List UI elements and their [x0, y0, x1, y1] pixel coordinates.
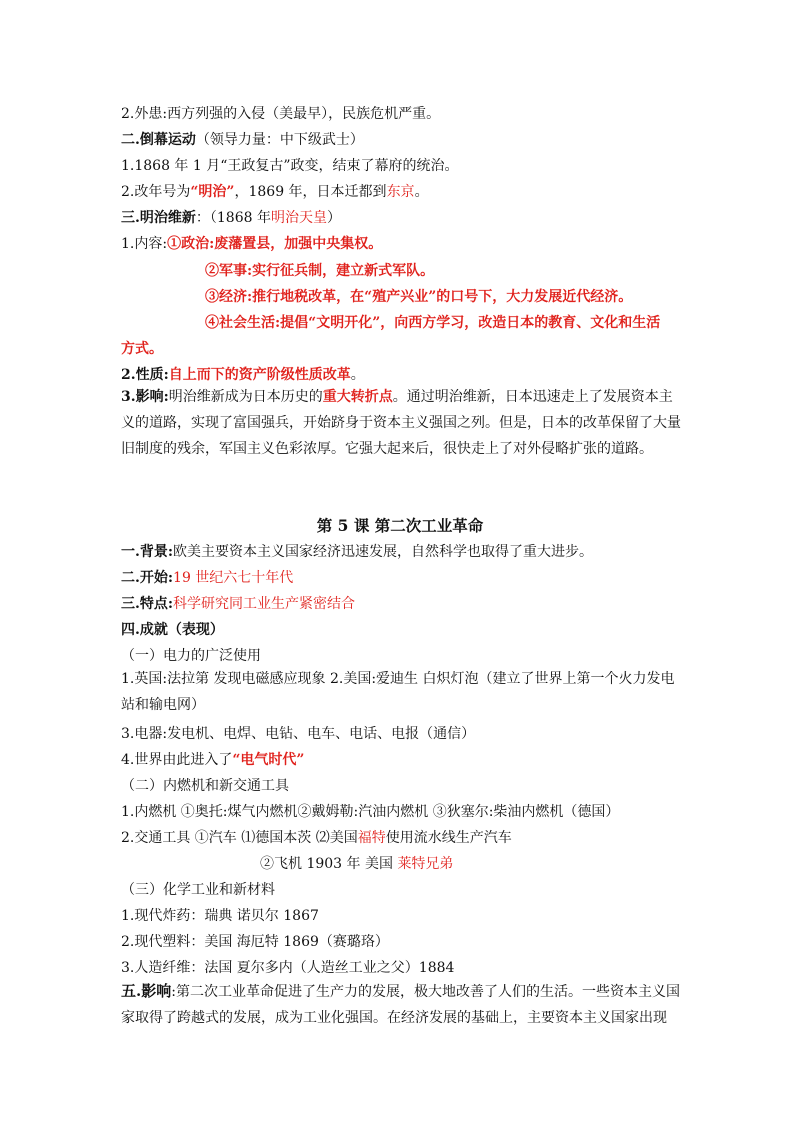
paragraph [121, 384, 681, 462]
section-heading [121, 130, 681, 150]
text: 欧美主要资本主义国家经济迅速发展，自然科学也取得了重大进步。 [173, 544, 594, 560]
heading-text: 三.明治维新 [121, 210, 196, 226]
highlight-text: 莱特兄弟 [397, 856, 454, 872]
text-line [121, 880, 681, 900]
text: 3.电器:发电机、电焊、电钻、电车、电话、电报（通信） [121, 726, 476, 742]
highlight-text: ②军事:实行征兵制，建立新式军队。 [205, 263, 435, 279]
highlight-text: 科学研究同工业生产紧密结合 [173, 596, 356, 612]
text: 。 [414, 184, 429, 200]
section-heading [121, 620, 681, 640]
text: 。通过明治维新，日本迅速走上了发展资本主义的道路，实现了富国强兵，开始跻身于资本主义强国之列。但是，日本的改革保留了大量旧制度的残余，军国主义色彩浓厚。它强大起来后，很快走上了对外侵略扩张的道路。 [121, 389, 681, 457]
text: ：（1868 年 [195, 210, 271, 226]
text-line [121, 156, 681, 176]
text: 2.交通工具 ①汽车 ⑴德国本茨 ⑵美国 [121, 830, 358, 846]
lesson-title [0, 516, 800, 536]
paragraph [121, 666, 681, 718]
text-line [121, 594, 681, 614]
text-line [121, 906, 681, 926]
text-line [121, 776, 681, 796]
text-line [121, 104, 681, 124]
text: 明治维新成为日本历史的 [168, 389, 323, 405]
text-line [121, 339, 681, 359]
label-text: 三.特点: [121, 596, 174, 612]
text-line [205, 261, 765, 281]
text: （领导力量：中下级武士） [195, 132, 364, 148]
label-text: 一.背景: [121, 544, 174, 560]
text: 使用流水线生产汽车 [385, 830, 512, 846]
text-line [121, 568, 681, 588]
heading-text: 四.成就（表现） [121, 622, 224, 638]
highlight-text: 自上而下的资产阶级性质改革 [168, 367, 351, 383]
text: 1.1868 年 1 月“王政复古”政变，结束了幕府的统治。 [121, 158, 459, 174]
text: （三）化学工业和新材料 [121, 882, 275, 898]
highlight-text: “电气时代” [232, 752, 305, 768]
text-line [205, 287, 765, 307]
text: :第二次工业革命促进了生产力的发展，极大地改善了人们的生活。一些资本主义国家取得了跨越式的发展，成为工业化强国。在经济发展的基础上，主要资本主义国家出现 [121, 984, 680, 1026]
text: 1.现代炸药：瑞典 诺贝尔 1867 [121, 908, 319, 924]
text: 2.改年号为 [121, 184, 191, 200]
text: ，1869 年，日本迁都到 [234, 184, 387, 200]
paragraph [121, 978, 681, 1031]
highlight-text: 东京 [386, 184, 415, 200]
section-heading [121, 208, 681, 228]
label-text: 3.影响: [121, 389, 169, 405]
text: 3.人造纤维：法国 夏尔多内（人造丝工业之父）1884 [121, 960, 455, 976]
highlight-text: 方式。 [121, 341, 163, 357]
text: ） [326, 210, 341, 226]
text: 2.现代塑料：美国 海厄特 1869（赛璐珞） [121, 934, 389, 950]
heading-text: 二.倒幕运动 [121, 132, 196, 148]
text: （二）内燃机和新交通工具 [121, 778, 289, 794]
text: 1.内容: [121, 236, 168, 252]
highlight-text: 重大转折点 [322, 389, 393, 405]
text-line [121, 234, 681, 254]
text-line [121, 932, 681, 952]
text: 1.内燃机 ①奥托:煤气内燃机②戴姆勒:汽油内燃机 ③狄塞尔:柴油内燃机（德国） [121, 804, 620, 820]
label-text: 五.影响 [121, 982, 172, 1000]
text-line [121, 365, 681, 385]
highlight-text: 明治天皇 [270, 210, 327, 226]
highlight-text: 19 世纪六七十年代 [173, 570, 294, 586]
text-line [121, 828, 681, 848]
text: 。 [350, 367, 365, 383]
text-line [205, 313, 685, 333]
text-line [121, 802, 681, 822]
text: （一）电力的广泛使用 [121, 648, 261, 664]
text: 4.世界由此进入了 [121, 752, 233, 768]
text-line [121, 958, 681, 978]
text-line [121, 724, 681, 744]
text-line [121, 750, 681, 770]
text: 1.英国:法拉第 发现电磁感应现象 2.美国:爱迪生 白炽灯泡（建立了世界上第一个火力发电站和输电网） [121, 671, 675, 713]
highlight-text: “明治” [190, 184, 235, 200]
text-line [121, 182, 681, 202]
label-text: 2.性质: [121, 367, 169, 383]
text-line [121, 646, 681, 666]
text-line [260, 854, 800, 874]
title-text: 第 5 课 第二次工业革命 [316, 516, 484, 535]
highlight-text: 福特 [357, 830, 386, 846]
text: 2.外患:西方列强的入侵（美最早），民族危机严重。 [121, 106, 441, 122]
highlight-text: ①政治:废藩置县，加强中央集权。 [167, 236, 383, 252]
highlight-text: ④社会生活:提倡“文明开化”，向西方学习，改造日本的教育、文化和生活 [205, 315, 661, 331]
highlight-text: ③经济:推行地税改革，在“殖产兴业”的口号下，大力发展近代经济。 [205, 289, 633, 305]
text: ②飞机 1903 年 美国 [260, 856, 398, 872]
label-text: 二.开始: [121, 570, 174, 586]
text-line [121, 542, 681, 562]
